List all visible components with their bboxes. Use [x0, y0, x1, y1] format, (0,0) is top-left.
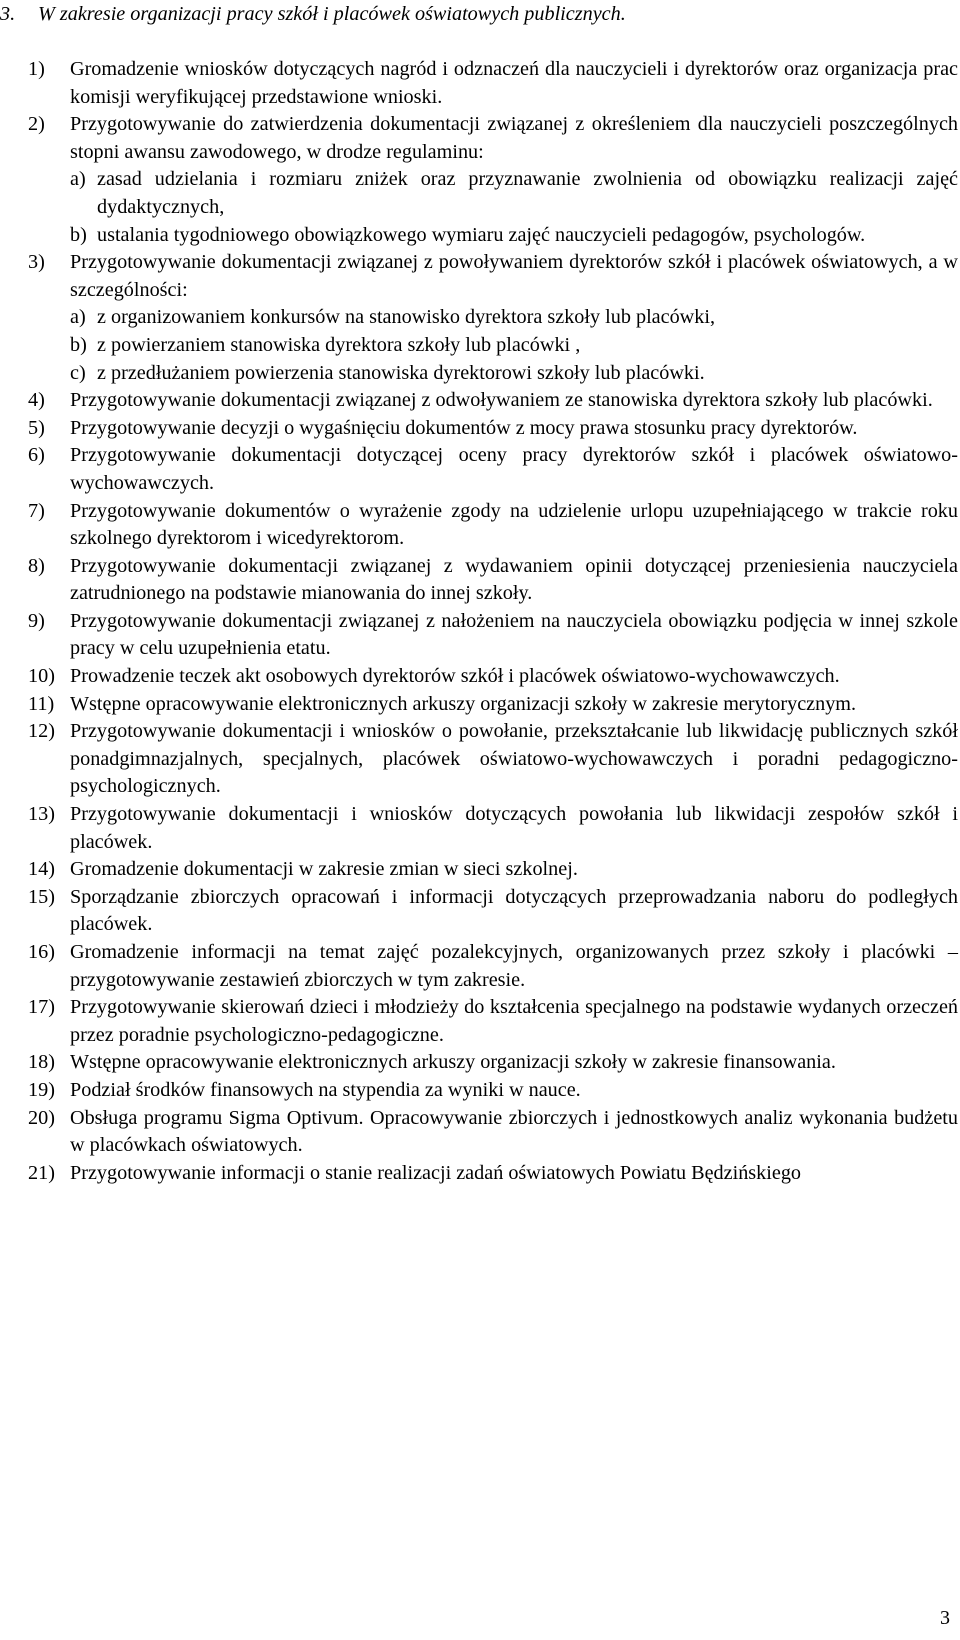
section-heading [0, 0, 626, 28]
page-number: 3 [940, 1607, 950, 1629]
list-item-text: Przygotowywanie dokumentacji związanej z powoływaniem dyrektorów szkół i placówek oświatowych, a w szczególności: [70, 251, 958, 301]
list-item-body [70, 553, 958, 608]
sub-item [70, 360, 958, 388]
list-item-body [70, 608, 958, 663]
sub-item-letter: b) [70, 223, 87, 246]
list-item-number: 1) [28, 58, 45, 80]
list-item-text: Przygotowywanie decyzji o wygaśnięciu dokumentów z mocy prawa stosunku pracy dyrektorów. [70, 416, 858, 439]
sub-item-text: z przedłużaniem powierzenia stanowiska dyrektorowi szkoły lub placówki. [97, 361, 705, 384]
sub-item-letter: a) [70, 168, 86, 191]
list-item-text: Przygotowywanie dokumentacji związanej z nałożeniem na nauczyciela obowiązku podjęcia w innej szkole pracy w celu uzupełnienia etatu. [70, 609, 958, 660]
section-number: 3. [0, 3, 16, 25]
list-item [28, 1077, 958, 1105]
list-item-text: Przygotowywanie dokumentów o wyrażenie zgody na udzielenie urlopu uzupełniającego w trakcie roku szkolnego dyrektorom i wicedyrektorom. [70, 499, 958, 550]
list-item [28, 415, 958, 443]
sub-item-letter: b) [70, 333, 87, 356]
list-item-text: Gromadzenie dokumentacji w zakresie zmian w sieci szkolnej. [70, 858, 578, 881]
list-item-body [70, 1077, 958, 1105]
list-item-text: Wstępne opracowywanie elektronicznych arkuszy organizacji szkoły w zakresie finansowania. [70, 1051, 836, 1074]
list-item-body [70, 718, 958, 801]
sub-item-text: ustalania tygodniowego obowiązkowego wymiaru zajęć nauczycieli pedagogów, psychologów. [97, 223, 866, 246]
list-item-number: 21) [28, 1161, 55, 1184]
sub-item [70, 222, 958, 250]
sub-item [70, 332, 958, 360]
list-item-body [70, 1049, 958, 1077]
list-item-number: 16) [28, 941, 55, 963]
list-item-body [70, 663, 958, 691]
sub-item-text: zasad udzielania i rozmiaru zniżek oraz przyznawanie zwolnienia od obowiązku realizacji zajęć dydaktycznych, [97, 168, 958, 218]
list-item-body [70, 442, 958, 497]
list-item [28, 663, 958, 691]
list-item-body [70, 691, 958, 719]
list-item-number: 15) [28, 885, 55, 908]
list-item-text: Gromadzenie wniosków dotyczących nagród i odznaczeń dla nauczycieli i dyrektorów oraz organizacja prac komisji weryfikującej przedstawione wnioski. [70, 58, 958, 108]
list-item-number: 19) [28, 1078, 55, 1101]
list-item-text: Gromadzenie informacji na temat zajęć pozalekcyjnych, organizowanych przez szkoły i placówki – przygotowywanie zestawień zbiorczych w tym zakresie. [70, 941, 958, 991]
sub-item-text: z powierzaniem stanowiska dyrektora szkoły lub placówki , [97, 333, 581, 356]
list-item-number: 20) [28, 1106, 55, 1129]
list-item [28, 553, 958, 608]
list-item [28, 718, 958, 801]
list-item-number: 13) [28, 803, 55, 826]
list-item-body [70, 1105, 958, 1160]
list-item-text: Przygotowywanie dokumentacji dotyczącej oceny pracy dyrektorów szkół i placówek oświatowo-wychowawczych. [70, 444, 958, 494]
list-item-number: 11) [28, 692, 55, 715]
list-item [28, 111, 958, 249]
list-item-number: 7) [28, 499, 45, 522]
sub-item [70, 304, 958, 332]
list-item [28, 801, 958, 856]
list-item-body [70, 498, 958, 553]
list-item [28, 1160, 958, 1188]
list-item-body [70, 415, 958, 443]
list-item [28, 994, 958, 1049]
list-item-number: 14) [28, 858, 55, 881]
list-item-number: 9) [28, 609, 45, 632]
section-title: W zakresie organizacji pracy szkół i placówek oświatowych publicznych. [38, 3, 626, 25]
list-item-text: Przygotowywanie dokumentacji i wniosków o powołanie, przekształcanie lub likwidację publicznych szkół ponadgimnazjalnych, specjalnych, placówek oświatowo-wychowawczych i poradni pedagogiczno-psychologicznych. [70, 720, 958, 798]
sub-item-text: z organizowaniem konkursów na stanowisko dyrektora szkoły lub placówki, [97, 306, 716, 329]
list-item-text: Prowadzenie teczek akt osobowych dyrektorów szkół i placówek oświatowo-wychowawczych. [70, 665, 840, 688]
list-item-body [70, 939, 958, 994]
list-item-body [70, 884, 958, 939]
list-item-body [70, 111, 958, 249]
list-item-body [70, 56, 958, 111]
list-item-body [70, 994, 958, 1049]
list-item-number: 12) [28, 720, 55, 743]
list-item-number: 10) [28, 665, 55, 688]
list-item-text: Sporządzanie zbiorczych opracowań i informacji dotyczących przeprowadzania naboru do podległych placówek. [70, 885, 958, 936]
list-item-text: Przygotowywanie dokumentacji i wniosków dotyczących powołania lub likwidacji zespołów szkół i placówek. [70, 803, 958, 853]
list-item-body [70, 249, 958, 387]
list-item [28, 939, 958, 994]
list-item [28, 387, 958, 415]
list-item-body [70, 387, 958, 415]
list-item-text: Przygotowywanie dokumentacji związanej z odwoływaniem ze stanowiska dyrektora szkoły lub placówki. [70, 389, 933, 412]
list-item-number: 3) [28, 251, 45, 274]
task-list [28, 56, 958, 1187]
list-item-text: Podział środków finansowych na stypendia za wyniki w nauce. [70, 1078, 581, 1101]
list-item-body [70, 1160, 958, 1188]
list-item-body [70, 801, 958, 856]
list-item-number: 17) [28, 996, 55, 1019]
list-item [28, 442, 958, 497]
list-item-number: 5) [28, 416, 45, 439]
list-item [28, 856, 958, 884]
list-item [28, 1105, 958, 1160]
list-item-text: Przygotowywanie do zatwierdzenia dokumentacji związanej z określeniem dla nauczycieli poszczególnych stopni awansu zawodowego, w drodze regulaminu: [70, 113, 958, 163]
sub-item-letter: c) [70, 361, 86, 384]
list-item [28, 498, 958, 553]
list-item-number: 18) [28, 1051, 55, 1074]
list-item-number: 6) [28, 444, 45, 467]
sub-item [70, 166, 958, 221]
list-item-text: Przygotowywanie dokumentacji związanej z wydawaniem opinii dotyczącej przeniesienia nauczyciela zatrudnionego na podstawie mianowania do innej szkoły. [70, 554, 958, 605]
list-item-body [70, 856, 958, 884]
list-item-text: Przygotowywanie informacji o stanie realizacji zadań oświatowych Powiatu Będzińskiego [70, 1161, 802, 1184]
list-item-number: 8) [28, 554, 45, 577]
list-item-text: Przygotowywanie skierowań dzieci i młodzieży do kształcenia specjalnego na podstawie wydanych orzeczeń przez poradnie psychologiczno-pedagogiczne. [70, 996, 958, 1046]
list-item [28, 608, 958, 663]
list-item [28, 1049, 958, 1077]
list-item-number: 4) [28, 389, 45, 412]
list-item-text: Obsługa programu Sigma Optivum. Opracowywanie zbiorczych i jednostkowych analiz wykonania budżetu w placówkach oświatowych. [70, 1106, 958, 1157]
list-item [28, 56, 958, 111]
sub-item-letter: a) [70, 306, 86, 329]
list-item [28, 691, 958, 719]
list-item [28, 884, 958, 939]
list-item [28, 249, 958, 387]
list-item-number: 2) [28, 113, 45, 136]
list-item-text: Wstępne opracowywanie elektronicznych arkuszy organizacji szkoły w zakresie merytorycznym. [70, 692, 857, 715]
